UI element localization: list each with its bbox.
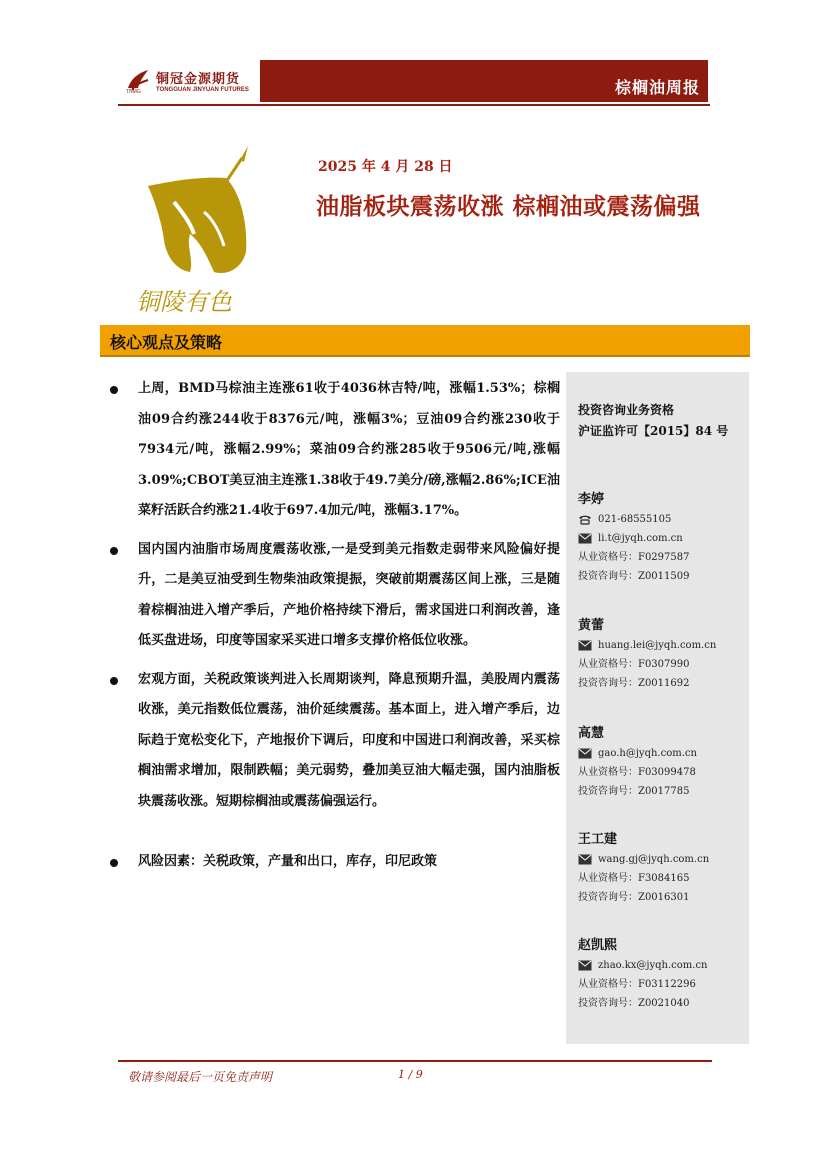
company-logo [118, 58, 258, 102]
page-number: 1 / 9 [398, 1068, 423, 1081]
phone-icon [578, 514, 592, 525]
analyst-card [578, 488, 744, 586]
analyst-card [578, 828, 744, 907]
bullet-text: 国内国内油脂市场周度震荡收涨,一是受到美元指数走弱带来风险偏好提升，二是美豆油受到生物柴油政策提振，突破前期震荡区间上涨，三是随着棕榈油进入增产季后，产地价格持续下滑后，需求国进口利润改善，逢低买盘进场，印度等国家采买进口增多支撑价格低位收涨。 [138, 541, 560, 648]
analyst-email-row [578, 529, 744, 548]
email-icon [578, 533, 592, 544]
bullet-icon [110, 859, 118, 867]
page-header [118, 58, 710, 104]
analyst-email: huang.lei@jyqh.com.cn [598, 640, 717, 651]
header-divider [118, 104, 710, 106]
analyst-license: 从业资格号：F0307990 [578, 659, 690, 670]
analyst-name: 黄蕾 [578, 618, 605, 633]
analyst-card [578, 934, 744, 1013]
analyst-license: 从业资格号：F3084165 [578, 873, 690, 884]
logo-abbreviation: TNMG [126, 89, 141, 95]
bullet-text: 宏观方面，关税政策谈判进入长周期谈判，降息预期升温，美股周内震荡收涨，美元指数低位震荡，油价延续震荡。基本面上，进入增产季后，边际趋于宽松变化下，产地报价下调后，印度和中国进口利润改善，采买棕榈油需求增加，限制跌幅；美元弱势，叠加美豆油大幅走强，国内油脂板块震荡收涨。短期棕榈油或震荡偏强运行。 [138, 671, 560, 809]
analyst-license: 从业资格号：F0297587 [578, 552, 690, 563]
analyst-consult-number: 投资咨询号：Z0011509 [578, 571, 690, 582]
analyst-consult-number: 投资咨询号：Z0021040 [578, 998, 690, 1009]
analyst-name: 赵凯熙 [578, 938, 618, 953]
email-icon [578, 960, 592, 971]
analyst-email-row [578, 850, 744, 869]
analyst-license: 从业资格号：F03112296 [578, 979, 696, 990]
analyst-email: wang.gj@jyqh.com.cn [598, 854, 710, 865]
list-item [108, 374, 560, 527]
report-title: 油脂板块震荡收涨 棕榈油或震荡偏强 [316, 193, 701, 220]
emblem-calligraphy-text: 铜陵有色 [136, 288, 232, 316]
risk-item [108, 847, 560, 878]
analyst-card [578, 722, 744, 801]
list-item [108, 535, 560, 657]
list-item [108, 665, 560, 818]
analyst-email: gao.h@jyqh.com.cn [598, 748, 697, 759]
analyst-consult-number: 投资咨询号：Z0016301 [578, 892, 690, 903]
qualification-info [578, 400, 728, 442]
logo-english-name: TONGGUAN JINYUAN FUTURES [156, 86, 249, 93]
section-title: 核心观点及策略 [110, 333, 223, 352]
bullet-icon [110, 386, 118, 394]
analyst-phone-row [578, 510, 744, 529]
footer-divider [118, 1060, 712, 1062]
analyst-phone: 021-68555105 [598, 514, 672, 525]
email-icon [578, 854, 592, 865]
analyst-card [578, 614, 744, 693]
bullet-text: 上周，BMD马棕油主连涨61收于4036林吉特/吨，涨幅1.53%；棕榈油09合约涨244收于8376元/吨，涨幅3%；豆油09合约涨230收于7934元/吨，涨幅2.99%；菜油09合约涨285收于9506元/吨,涨幅3.09%;CBOT美豆油主连涨1.38收于49.7美分/磅,涨幅2.86%;ICE油菜籽活跃合约涨21.4收于697.4加元/吨，涨幅3.17%。 [138, 381, 560, 518]
analyst-sidebar [566, 372, 749, 1044]
analyst-consult-number: 投资咨询号：Z0017785 [578, 786, 690, 797]
bullet-icon [110, 547, 118, 555]
analyst-email-row [578, 956, 744, 975]
analyst-email: li.t@jyqh.com.cn [598, 533, 683, 544]
bullet-icon [110, 677, 118, 685]
disclaimer-note: 敬请参阅最后一页免责声明 [128, 1070, 273, 1084]
analyst-name: 王工建 [578, 832, 618, 847]
analyst-consult-number: 投资咨询号：Z0011692 [578, 678, 690, 689]
analyst-email: zhao.kx@jyqh.com.cn [598, 960, 708, 971]
analyst-name: 高慧 [578, 726, 605, 741]
analyst-license: 从业资格号：F03099478 [578, 767, 696, 778]
analyst-email-row [578, 636, 744, 655]
report-date: 2025 年 4 月 28 日 [318, 159, 453, 175]
report-type-title: 棕榈油周报 [614, 78, 700, 97]
email-icon [578, 640, 592, 651]
analyst-email-row [578, 744, 744, 763]
section-header [100, 325, 750, 357]
header-band [260, 60, 708, 102]
emblem-calligraphy [136, 288, 233, 316]
company-emblem-icon [128, 142, 270, 320]
core-views-list [108, 374, 560, 886]
qualification-line: 投资咨询业务资格 [578, 403, 675, 417]
email-icon [578, 748, 592, 759]
risk-text: 风险因素：关税政策，产量和出口，库存，印尼政策 [138, 854, 438, 869]
analyst-name: 李婷 [578, 492, 605, 507]
license-line: 沪证监许可【2015】84 号 [578, 424, 729, 438]
logo-chinese-name: 铜冠金源期货 [156, 71, 241, 87]
